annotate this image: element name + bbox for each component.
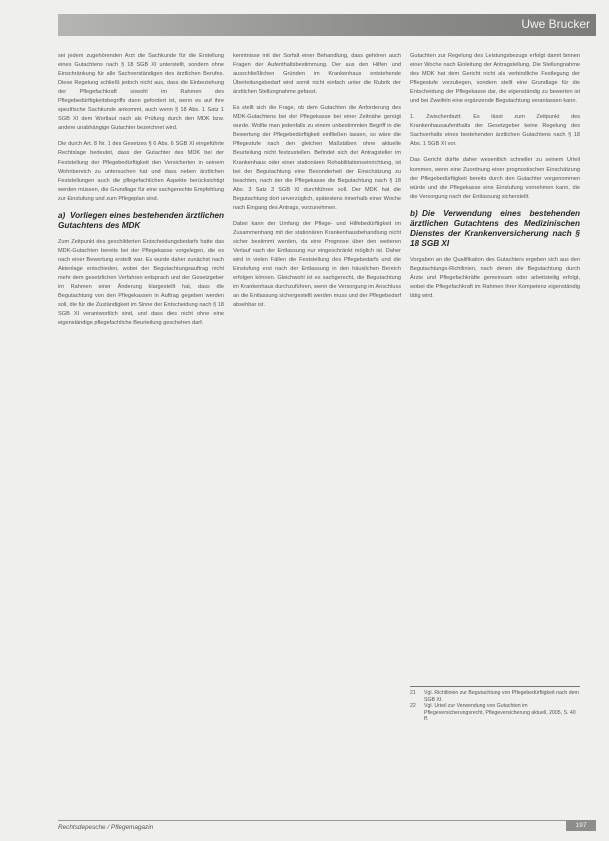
- paragraph: Dabei kann der Umfang der Pflege- und Hilfebedürftigkeit im Zusammenhang mit der stationären Krankenhausbehandlung nicht sicher bestimmt werden, da eine Prognose über den weiteren Verlauf nach der Entlassung nur eingeschränkt möglich ist. Daher wird in vielen Fällen die Feststellung des Pflegebedarfs und die Einstufung erst nach der Entlassung in den häuslichen Bereich erfolgen können. Gleichwohl ist es sachgerecht, die Begutachtung im Krankenhaus durchzuführen, wenn die Versorgung im Anschluss an die Entlassung sichergestellt werden muss und der Pflegebedarf absehbar ist.: [233, 220, 401, 309]
- footer-divider: [58, 820, 578, 821]
- paragraph: 1. Zwischenfazit: Es lässt zum Zeitpunkt des Krankenhausaufenthalts der Gesetzgeber keine Regelung des Sachverhalts eines bestehenden ärztlichen Gutachtens nach § 18 Abs. 1 SGB XI vor.: [410, 114, 580, 148]
- paragraph: sei jedem zugehörenden Arzt die Sachkunde für die Erstellung eines Gutachtens nach § 18 SGB XI unterstellt, sondern ohne Einschränkung für alle Sachverständigen des ärztlichen Berufes. Diese Regelung schließt jedoch nicht aus, dass die Einbeziehung der Pflegefachkraft sowohl im Rahmen des Pflegebedürftigkeitsbegriffs dann gefordert ist, wenn es auf ihre spezifische Sachkunde ankommt, auch wenn § 18 Abs. 1 Satz 1 SGB XI dem Wortlaut nach als Prüfung durch den MDK bzw. andere unabhängige Gutachter bezeichnet wird.: [58, 53, 224, 132]
- section-number: a): [58, 210, 66, 220]
- section-number: b): [410, 208, 418, 218]
- paragraph: kenntnisse mit der Sorfalt einer Behandlung, dass gehören auch Fragen der Aufenthaltsbestimmung. Der aus den Hilfen und ausschließlichen Gründen im Krankenhaus entstehende Überleitungsbedarf wird somit nicht einfach unter die Rubrik der ärztlichen Stellungnahme gefasst.: [233, 53, 401, 96]
- footnote-number: 22: [410, 703, 416, 710]
- section-heading-a: [58, 211, 224, 231]
- text-column-1: [58, 52, 224, 335]
- paragraph: Zum Zeitpunkt des geschilderten Entscheidungsbedarfs hatte das MDK-Gutachten bereits bei der Pflegekasse vorgelegen, die es nach einer Bewertung erstellt war. Es wurde daher zunächst nach Aktenlage entschieden, wobei der Begutachtungsauftrag nicht mehr dem gesetzlichen Verfahren entsprach und der Gesetzgeber im Rahmen einer Änderung klargestellt hat, dass die Begutachtung von den Pflegekassen in Auftrag gegeben werden soll, die für die Zuständigkeit im Sinne der Entscheidung nach § 18 SGB XI verantwortlich sind, und dass dies nicht ohne eine eigenständige pflegefachliche Beurteilung geschehen darf.: [58, 238, 224, 327]
- page-number: 197: [566, 820, 596, 831]
- footnote-text: Vgl. Richtlinien zur Begutachtung von Pflegebedürftigkeit nach dem SGB XI.: [424, 690, 579, 703]
- footnotes: [410, 686, 580, 723]
- paragraph: Das Gericht dürfte daher wesentlich schneller zu seinem Urteil kommen, wenn eine Zuordnung einer prognostischen Einschätzung der Pflegebedürftigkeit bereits durch den Gutachter vorgenommen würde und die Pflegekasse eine Einstufung vornehmen kann, die die Versorgung nach der Entlassung sicherstellt.: [410, 157, 580, 200]
- footnote-number: 21: [410, 690, 416, 696]
- section-title: Die Verwendung eines bestehenden ärztlichen Gutachtens des Medizinischen Dienstes der Krankenversicherung nach § 18 SGB XI: [410, 208, 580, 248]
- footnote: [410, 690, 580, 703]
- header-bar: [58, 14, 596, 36]
- paragraph: Vorgaben an die Qualifikation des Gutachters ergeben sich aus den Begutachtungs-Richtlinien, nach denen die Begutachtung durch Ärzte und Pflegefachkräfte gemeinsam oder arbeitsteilig erfolgt, wobei die Pflegefachkraft im Rahmen ihrer Kompetenz eigenständig tätig wird.: [410, 256, 580, 299]
- paragraph: Die durch Art. 8 Nr. 1 des Gesetzes § 6 Abs. 6 SGB XI eingeführte Rechtslage bedeutet, dass der Gutachter des MDK bei der Feststellung der Pflegebedürftigkeit den Versicherten in seinem Wohnbereich zu untersuchen hat und dass neben ärztlichen Feststellungen auch die pflegefachlichen Aspekte berücksichtigt werden müssen, die Grundlage für eine sachgerechte Empfehlung zur Einstufung und zum Pflegeplan sind.: [58, 141, 224, 202]
- paragraph: Gutachten zur Regelung des Leistungsbezugs erfolgt damit binnen einer Woche nach Einleitung der Antragstellung. Die Stellungnahme des MDK hat dem Gericht nicht als verbindliche Festlegung der Pflegestufe vorzuliegen, sondern stellt eine Grundlage für die Entscheidung der Pflegekasse dar, die eigenständig zu bewerten ist und bei Zweifeln eine ergänzende Begutachtung veranlassen kann.: [410, 53, 580, 105]
- section-title: Vorliegen eines bestehenden ärztlichen Gutachtens des MDK: [58, 210, 224, 230]
- footnote: [410, 703, 580, 723]
- text-column-3: [410, 52, 580, 308]
- footnote-text: Vgl. Urteil zur Verwendung von Gutachten im Pflegeversicherungsrecht, Pflegeversicherung aktuell, 2005, S. 40 ff.: [424, 703, 576, 723]
- journal-name: Rechtsdepesche / Pflegemagazin: [58, 824, 154, 831]
- author-name: Uwe Brucker: [521, 17, 590, 31]
- section-heading-b: [410, 209, 580, 249]
- text-column-2: [233, 52, 401, 317]
- paragraph: Es stellt sich die Frage, ob dem Gutachten die Anforderung des MDK-Gutachtens bei der Pflegekasse bei einer Zeitnähe genügt wurde. Wollte man jedenfalls zu einem unbestimmten Begriff in die Bewertung der Pflegebedürftigkeit einfließen lassen, so wäre die Pflegestufe nach den gleichen Maßstäben ohne aktuelle Beurteilung nicht festzustellen. Befindet sich der Antragsteller im Krankenhaus oder einer stationären Rehabilitationseinrichtung, ist bei der Begutachtung eine Besonderheit der Einschätzung zu beachten, nach der die Pflegekasse die Begutachtung nach § 18 Abs. 3 Satz 3 SGB XI durchführen soll. Der MDK hat die Begutachtung dort unverzüglich, spätestens innerhalb einer Woche nach Eingang des Antrags, vorzunehmen.: [233, 105, 401, 211]
